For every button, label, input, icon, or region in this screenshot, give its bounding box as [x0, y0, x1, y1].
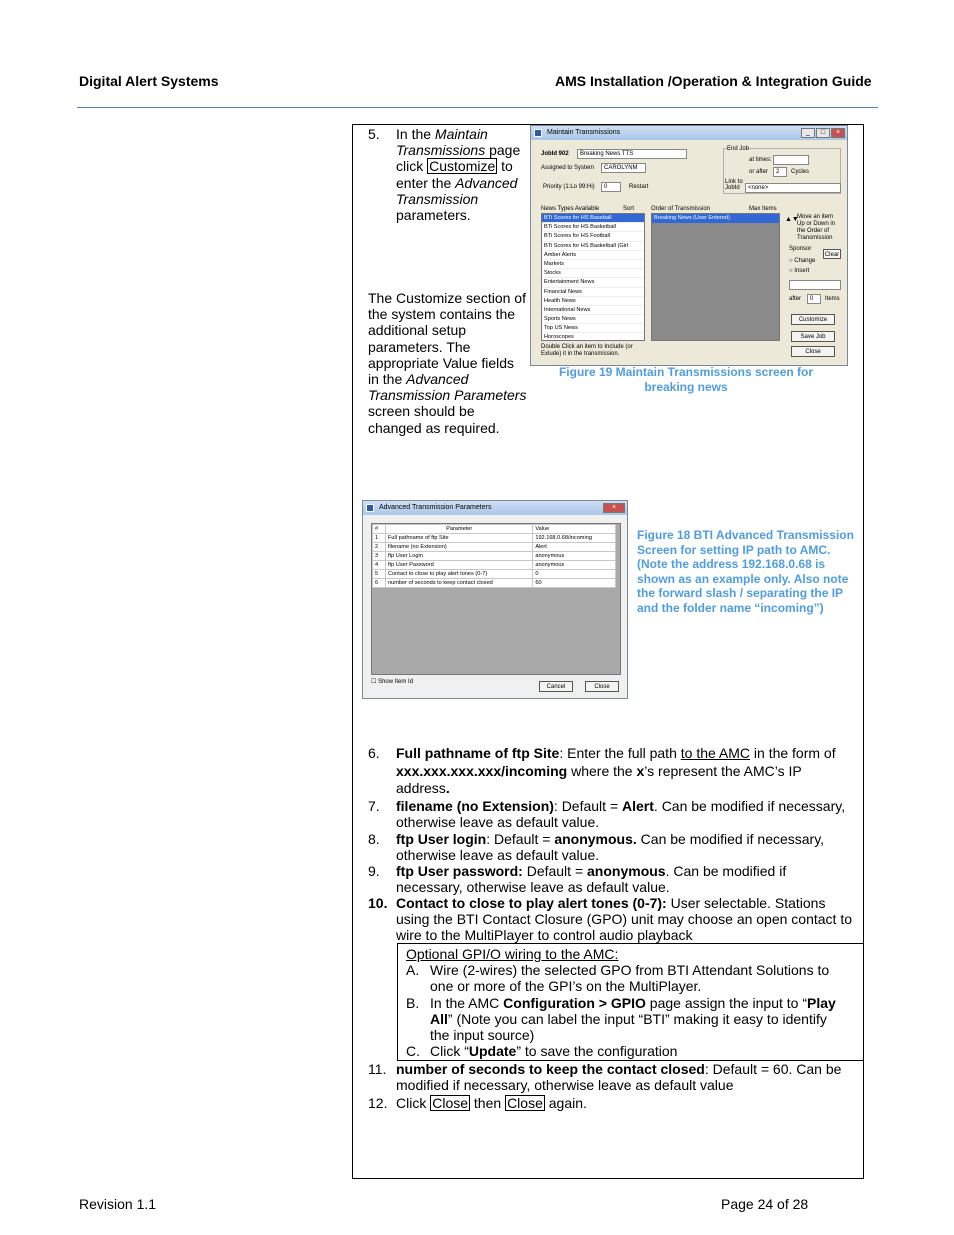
close-button-ref: Close [507, 1095, 543, 1111]
maximize-icon[interactable]: □ [816, 128, 830, 138]
jobid-field[interactable]: Breaking News TTS [577, 149, 687, 159]
header-rule [77, 107, 878, 108]
window-titlebar: Maintain Transmissions _ □ × [531, 126, 847, 140]
list-item[interactable]: Horoscopes [542, 333, 644, 341]
step-7-text: filename (no Extension): Default = Alert. Can be modified if necessary, otherwise leave as default value. [396, 798, 846, 831]
list-item[interactable]: BTi Scores for HS Basketball [542, 223, 644, 232]
show-item-id-checkbox[interactable]: ☐ Show Item Id [371, 679, 414, 685]
step-6-text: Full pathname of ftp Site: Enter the full path to the AMC in the form of xxx.xxx.xxx.xxx/incoming where the x’s represent the AMC’s IP address. [396, 745, 836, 796]
step-9-number: 9. [368, 863, 380, 879]
window-titlebar: Advanced Transmission Parameters × [363, 501, 627, 515]
gpio-step-a: Wire (2-wires) the selected GPO from BTI Attendant Solutions to one or more of the GPI’s on the MultiPlayer. [430, 962, 830, 995]
list-item[interactable]: Sports News [542, 315, 644, 324]
list-item[interactable]: BTi Scores for HS Baseball [542, 214, 644, 223]
insert-radio[interactable]: ○ Insert [789, 268, 810, 274]
header-right: AMS Installation /Operation & Integration Guide [555, 73, 872, 89]
step-8-text: ftp User login: Default = anonymous. Can be modified if necessary, otherwise leave as default value. [396, 831, 825, 864]
gpio-title: Optional GPI/O wiring to the AMC: [406, 946, 619, 962]
after-items-field[interactable]: 0 [807, 294, 821, 304]
list-item[interactable]: Top US News [542, 324, 644, 333]
restart-checkbox[interactable]: Restart [629, 184, 649, 190]
minimize-icon[interactable]: _ [801, 128, 815, 138]
gpio-step-b: In the AMC Configuration > GPIO page assign the input to “Play All” (Note you can label the input “BTI” making it easy to identify the input source) [430, 995, 836, 1044]
close-button[interactable]: Close [585, 681, 619, 692]
list-item[interactable]: Markets [542, 260, 644, 269]
change-radio[interactable]: ○ Change [789, 258, 816, 264]
list-item[interactable]: International News [542, 306, 644, 315]
list-item[interactable]: Financial News [542, 288, 644, 297]
header-left: Digital Alert Systems [79, 73, 219, 89]
figure-19-caption: Figure 19 Maintain Transmissions screen for breaking news [558, 365, 814, 394]
parameters-grid: # Parameter Value 1 Full pathname of ftp Site 192.168.0.68/incoming 2 filename (no Extension) Alert 3 ftp User Login anonymous 4 ftp User Password anonymous 5 Contact to close to play alert tones (0-7) 0 6 number of seconds to keep contact closed 60 [371, 523, 621, 675]
step-9-text: ftp User password: Default = anonymous. Can be modified if necessary, otherwise leave as default value. [396, 863, 787, 896]
list-item[interactable]: Entertainment News [542, 278, 644, 287]
list-item[interactable]: Health News [542, 297, 644, 306]
list-item[interactable]: Breaking News (User Entered) [652, 214, 779, 223]
maintain-transmissions-window: Maintain Transmissions _ □ × JobId 902 Breaking News TTS Assigned to System CAROLYNM Priority (1:Lo 99:Hi) 0 Restart End Job at times: or after 2 Cycles Link to JobId <none> News Types Available Sort Order of Transmission Max Items BTi Scores for HS Baseball BTi Scores for HS Basketball BTi Scores for HS Football BTi Scores for HS Basketball (Girl Amber Alerts Markets Stocks Entertainment News Financial News Health News International News Sports News Top US News Horoscopes Double Click an item to Include (or Exlude) it in the transmission. Breaking News (User Entered) Move an item Up or Down in the Order of Transmission ▲▼ Sponsor Clear ○ Change ○ Insert after 0 Items Customize Save Job Close [530, 125, 848, 366]
step-11-number: 11. [368, 1061, 387, 1077]
list-item[interactable]: BTi Scores for HS Football [542, 232, 644, 241]
sort-checkbox[interactable]: Sort [623, 206, 635, 212]
close-icon[interactable]: × [831, 128, 845, 138]
customize-paragraph: The Customize section of the system contains the additional setup parameters. The appropriate Value fields in the Advanced Transmission Parameters screen should be changed as required. [368, 290, 527, 436]
step-11-text: number of seconds to keep the contact closed: Default = 60. Can be modified if necessary, otherwise leave as default value [396, 1061, 842, 1094]
figure-18-caption: Figure 18 BTI Advanced Transmission Screen for setting IP path to AMC. (Note the address 192.168.0.68 is shown as an example only. Also note the forward slash / separating the IP and the folder name “incoming”) [637, 528, 854, 615]
step-10-text: Contact to close to play alert tones (0-7): User selectable. Stations using the BTI Contact Closure (GPO) unit may choose an open contact to wire to the MultiPlayer to control audio playback [396, 895, 853, 944]
customize-button[interactable]: Customize [791, 314, 835, 325]
gpio-step-c: Click “Update” to save the configuration [430, 1043, 678, 1059]
step-5-text: In the Maintain Transmissions page click Customize to enter the Advanced Transmission parameters. [396, 126, 521, 224]
link-jobid-select[interactable]: <none> [745, 183, 841, 193]
advanced-transmission-window [362, 500, 628, 699]
list-item[interactable]: Amber Alerts [542, 251, 644, 260]
footer-page-number: Page 24 of 28 [721, 1196, 809, 1212]
move-up-down-icon[interactable]: ▲▼ [785, 216, 799, 223]
app-icon [534, 129, 542, 137]
table-row: 3 ftp User Login anonymous [373, 552, 616, 561]
step-10-number: 10. [368, 895, 388, 911]
step-7-number: 7. [368, 798, 380, 814]
list-item[interactable]: Stocks [542, 269, 644, 278]
order-of-transmission-list[interactable] [651, 213, 780, 341]
list-item[interactable]: BTi Scores for HS Basketball (Girl [542, 242, 644, 251]
table-row: 4 ftp User Password anonymous [373, 561, 616, 570]
table-row: 6 number of seconds to keep contact closed 60 [373, 579, 616, 588]
table-row: 2 filename (no Extension) Alert [373, 543, 616, 552]
step-12-text: Click Close then Close again. [396, 1095, 587, 1111]
priority-field[interactable]: 0 [601, 182, 621, 192]
table-row: 5 Contact to close to play alert tones (0-7) 0 [373, 570, 616, 579]
step-6-number: 6. [368, 745, 380, 761]
clear-button[interactable]: Clear [823, 249, 841, 259]
close-button-ref: Close [432, 1095, 469, 1111]
cancel-button[interactable]: Cancel [539, 681, 573, 692]
step-12-number: 12. [368, 1095, 388, 1111]
news-types-list[interactable] [541, 213, 645, 341]
step-8-number: 8. [368, 831, 380, 847]
assigned-system-select[interactable]: CAROLYNM [601, 163, 646, 173]
at-times-field[interactable] [773, 155, 809, 165]
cycles-field[interactable]: 2 [773, 167, 787, 177]
close-button[interactable]: Close [791, 346, 835, 357]
customize-button-ref: Customize [429, 158, 496, 175]
app-icon [366, 504, 374, 512]
close-icon[interactable]: × [603, 503, 625, 513]
save-job-button[interactable]: Save Job [791, 331, 835, 342]
footer-revision: Revision 1.1 [79, 1196, 157, 1212]
table-row: 1 Full pathname of ftp Site 192.168.0.68/incoming [373, 534, 616, 543]
sponsor-select[interactable] [789, 280, 841, 290]
step-5-number: 5. [368, 126, 380, 142]
